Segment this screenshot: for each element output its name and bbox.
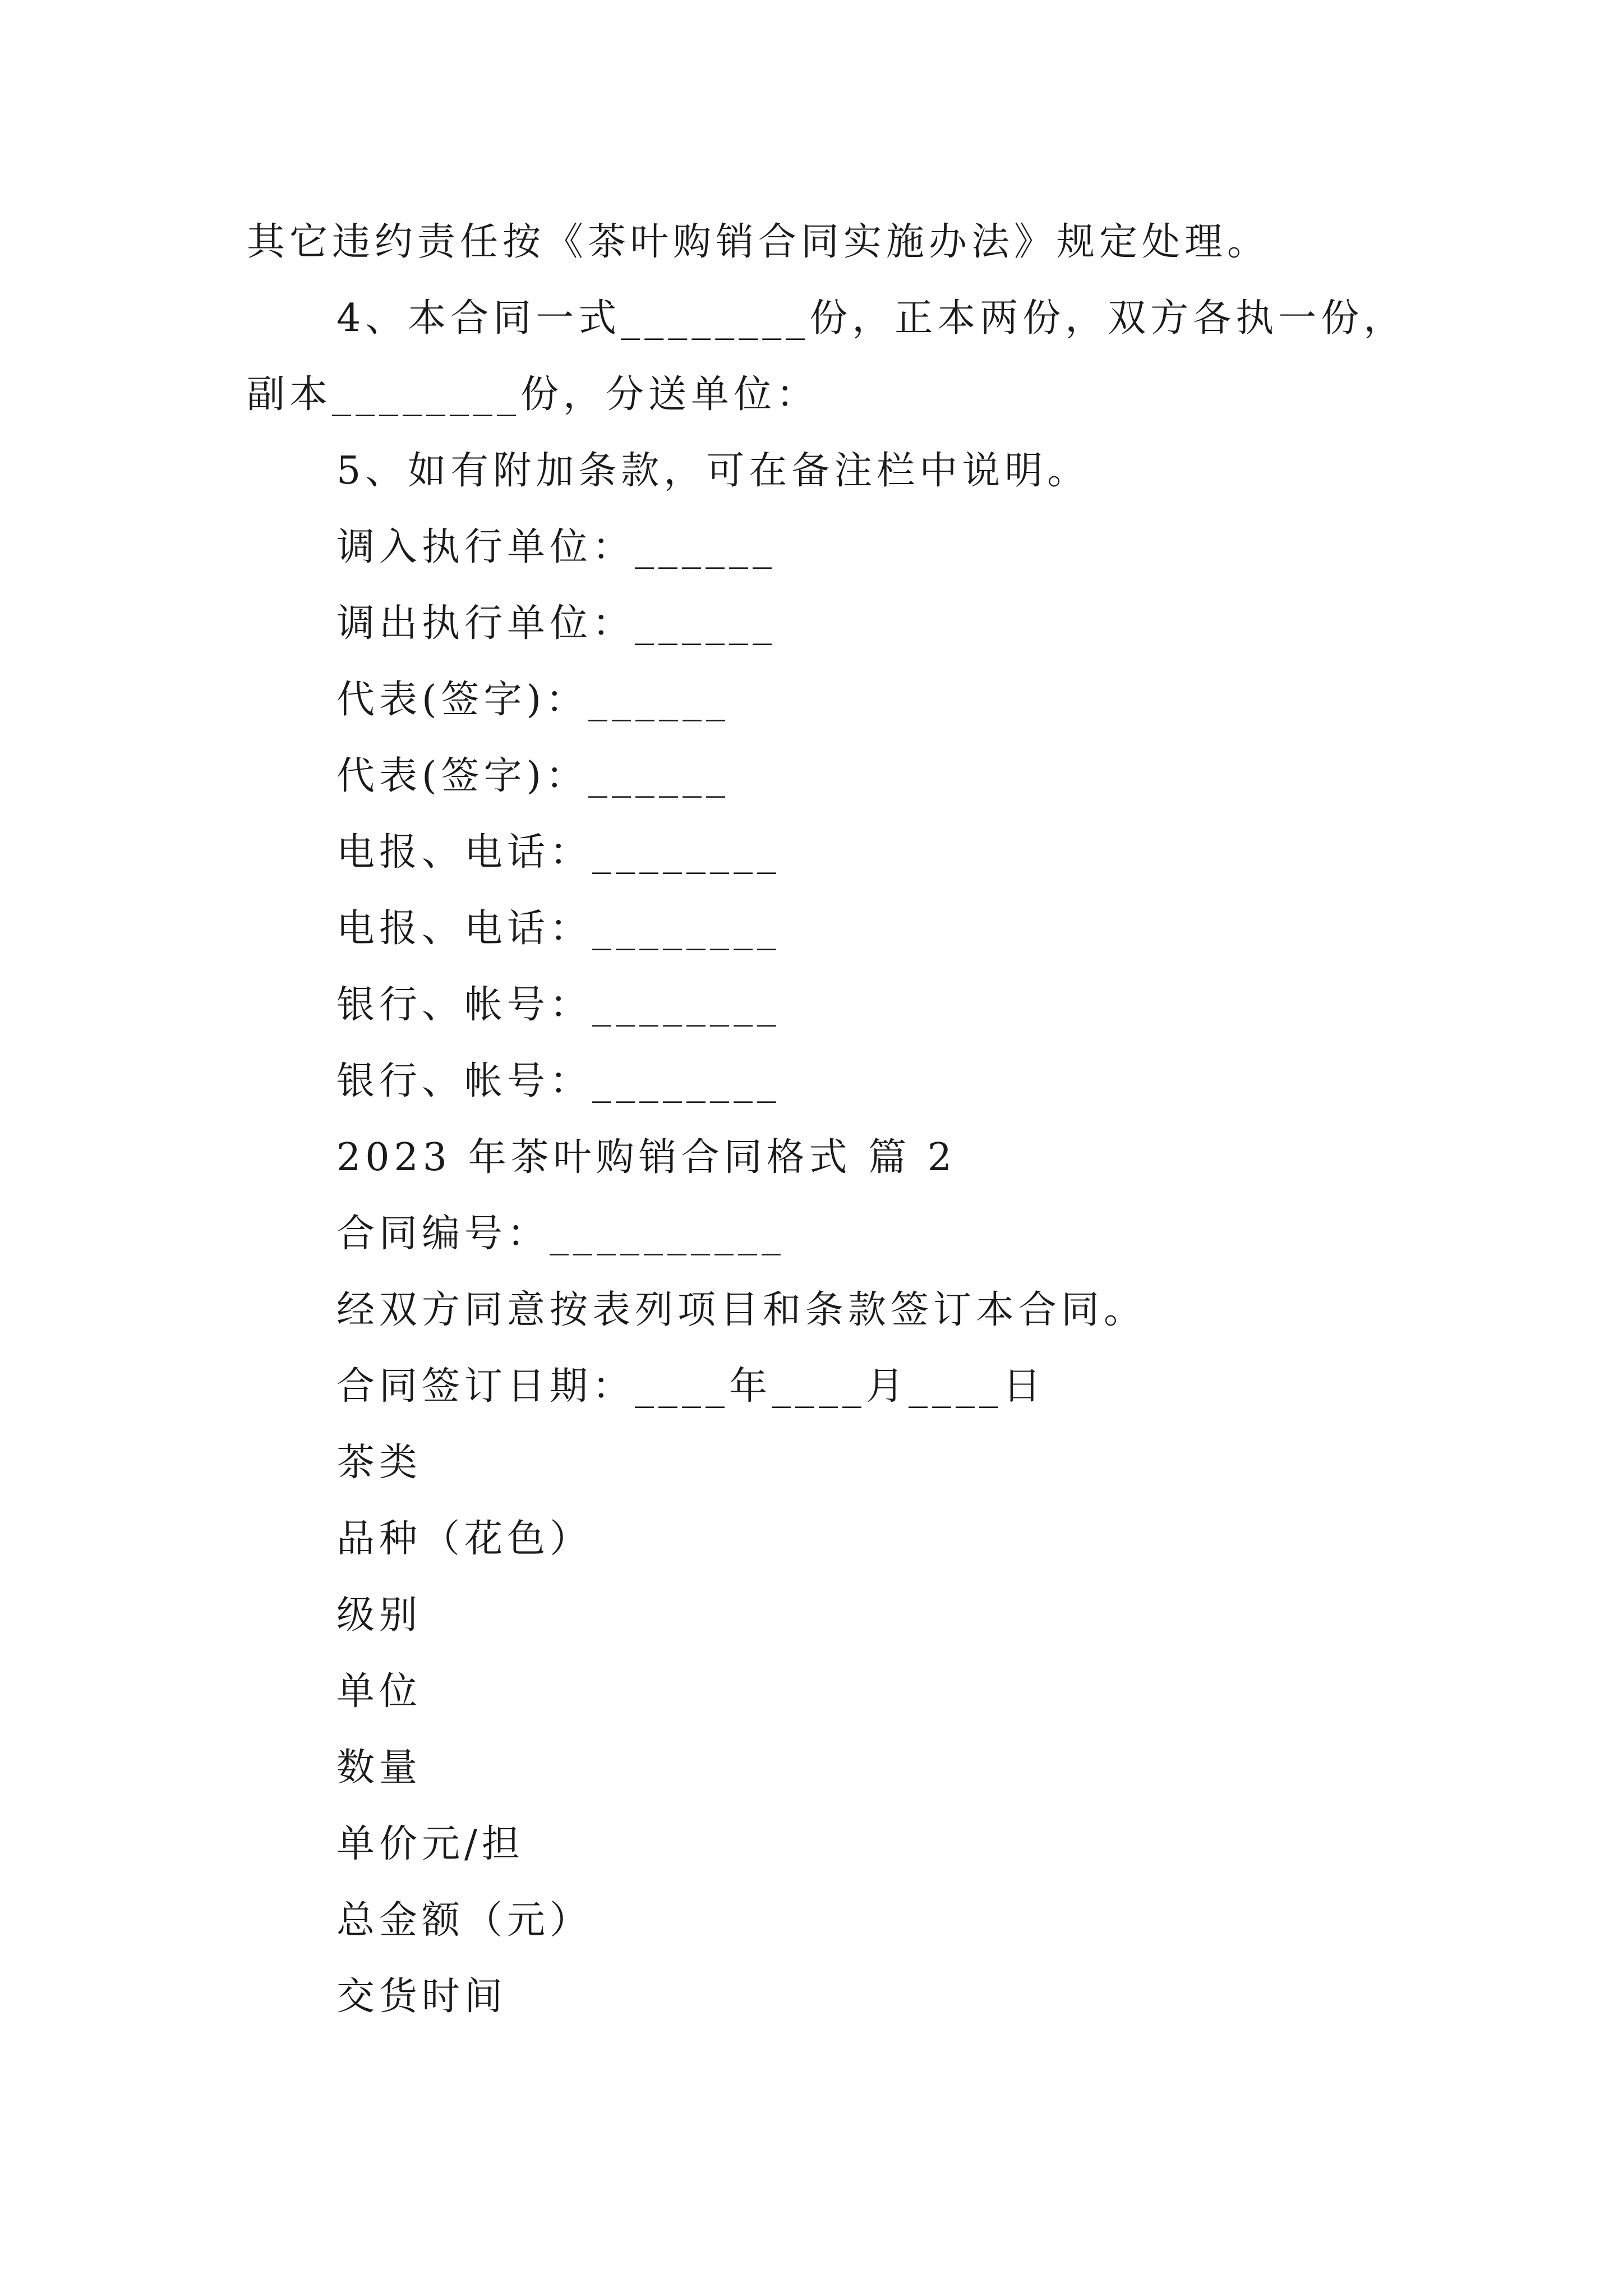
text-line: 合同编号：__________ <box>336 1212 786 1256</box>
text-line: 数量 <box>336 1746 422 1790</box>
text-line: 单位 <box>336 1669 422 1714</box>
text-line: 调入执行单位：______ <box>336 525 777 569</box>
text-line: 电报、电话：________ <box>336 907 781 951</box>
text-line: 电报、电话：________ <box>336 830 781 875</box>
text-line: 代表(签字)：______ <box>336 678 730 722</box>
section-heading: 2023 年茶叶购销合同格式 篇 2 <box>336 1135 957 1180</box>
text-line: 调出执行单位：______ <box>336 601 777 646</box>
text-line: 茶类 <box>336 1441 422 1485</box>
text-line: 5、如有附加条款，可在备注栏中说明。 <box>336 449 1090 493</box>
text-line: 银行、帐号：________ <box>336 983 781 1027</box>
text-line: 4、本合同一式________份，正本两份，双方各执一份， <box>336 296 1407 341</box>
text-line: 品种（花色） <box>336 1517 593 1561</box>
text-line: 单价元/担 <box>336 1822 524 1866</box>
text-line: 总金额（元） <box>336 1898 593 1943</box>
text-line: 经双方同意按表列项目和条款签订本合同。 <box>336 1288 1147 1332</box>
text-line: 其它违约责任按《茶叶购销合同实施办法》规定处理。 <box>247 220 1270 264</box>
text-line: 级别 <box>336 1593 422 1637</box>
text-line: 银行、帐号：________ <box>336 1059 781 1103</box>
text-line: 交货时间 <box>336 1975 508 2019</box>
text-line: 代表(签字)：______ <box>336 754 730 798</box>
text-line: 副本________份，分送单位： <box>247 372 819 417</box>
text-line: 合同签订日期：____年____月____日 <box>336 1364 1046 1409</box>
